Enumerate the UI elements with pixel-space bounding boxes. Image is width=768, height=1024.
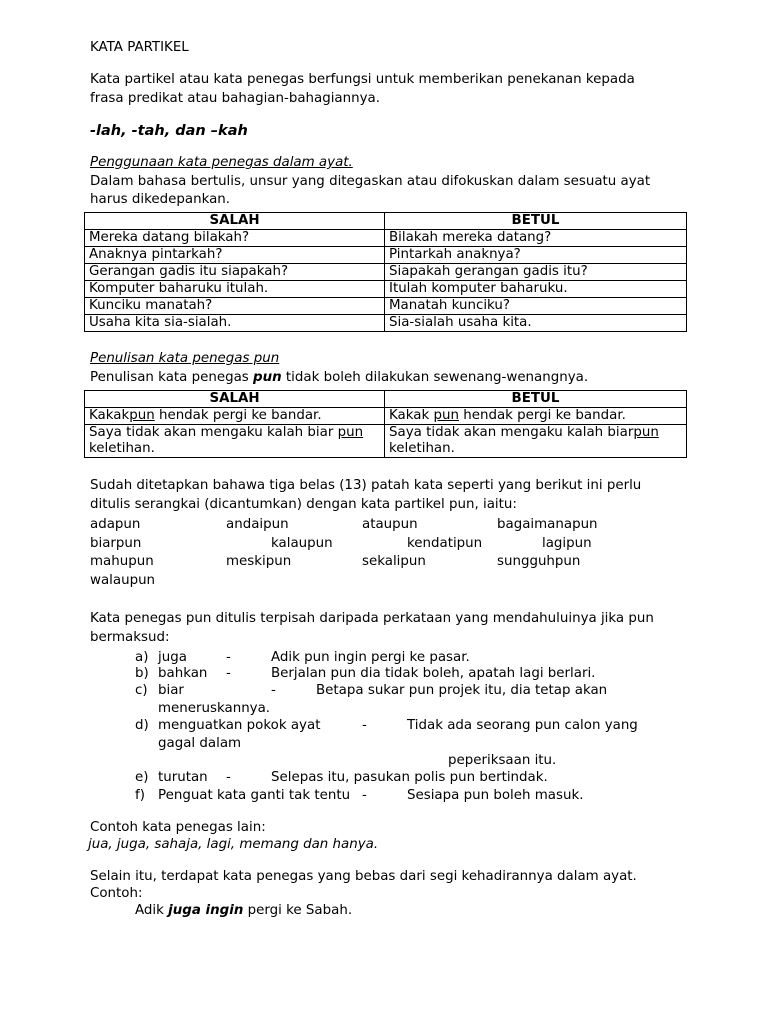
table-salah-betul-1 bbox=[84, 212, 687, 332]
word-item: biarpun bbox=[90, 536, 142, 551]
table-header-betul: BETUL bbox=[385, 391, 687, 408]
section1-line-1: Dalam bahasa bertulis, unsur yang ditegaskan atau difokuskan dalam sesuatu ayat bbox=[90, 174, 651, 189]
table-header-betul: BETUL bbox=[385, 213, 687, 230]
example-emphasis: juga ingin bbox=[168, 903, 244, 918]
section4-line-2: bermaksud: bbox=[90, 630, 170, 645]
table-header-row bbox=[85, 391, 687, 408]
intro-line-1: Kata partikel atau kata penegas berfungsi untuk memberikan penekanan kepada bbox=[90, 72, 635, 87]
list-marker: f) bbox=[135, 788, 145, 803]
section4-line-1: Kata penegas pun ditulis terpisah daripada perkataan yang mendahuluinya jika pun bbox=[90, 611, 654, 626]
list-example-cont: meneruskannya. bbox=[158, 701, 271, 716]
list-example: Betapa sukar pun projek itu, dia tetap akan bbox=[316, 683, 608, 698]
table-row bbox=[85, 425, 687, 458]
section5-list: jua, juga, sahaja, lagi, memang dan hanya. bbox=[88, 837, 379, 852]
table-row bbox=[85, 298, 687, 315]
section2-heading: Penulisan kata penegas pun bbox=[90, 351, 280, 366]
table-cell-betul: Siapakah gerangan gadis itu? bbox=[385, 264, 687, 281]
table-cell-betul: Bilakah mereka datang? bbox=[385, 230, 687, 247]
list-example: Sesiapa pun boleh masuk. bbox=[407, 788, 584, 803]
table-row bbox=[85, 315, 687, 332]
list-example: Selepas itu, pasukan polis pun bertindak. bbox=[271, 770, 548, 785]
list-term: turutan bbox=[158, 770, 208, 785]
list-dash: - bbox=[362, 788, 367, 803]
table-header-salah: SALAH bbox=[85, 391, 385, 408]
list-example-cont: gagal dalam bbox=[158, 736, 242, 751]
section1-line-2: harus dikedepankan. bbox=[90, 192, 231, 207]
table-cell-betul: Itulah komputer baharuku. bbox=[385, 281, 687, 298]
section5-heading: Contoh kata penegas lain: bbox=[90, 820, 266, 835]
table-cell-salah: Kunciku manatah? bbox=[85, 298, 385, 315]
list-dash: - bbox=[226, 666, 231, 681]
section3-line-2: ditulis serangkai (dicantumkan) dengan kata partikel pun, iaitu: bbox=[90, 497, 517, 512]
word-item: bagaimanapun bbox=[497, 517, 598, 532]
table-cell-betul: Sia-sialah usaha kita. bbox=[385, 315, 687, 332]
table-salah-betul-2 bbox=[84, 390, 687, 458]
word-item: kendatipun bbox=[407, 536, 483, 551]
list-example-cont: peperiksaan itu. bbox=[448, 753, 557, 768]
list-dash: - bbox=[226, 770, 231, 785]
section3-line-1: Sudah ditetapkan bahawa tiga belas (13) patah kata seperti yang berikut ini perlu bbox=[90, 478, 642, 493]
pun-emphasis: pun bbox=[253, 370, 282, 385]
particles-heading: -lah, -tah, dan –kah bbox=[90, 123, 248, 139]
page-title: KATA PARTIKEL bbox=[90, 40, 189, 55]
table-row bbox=[85, 247, 687, 264]
section6-line-2: Contoh: bbox=[90, 886, 143, 901]
list-example: Tidak ada seorang pun calon yang bbox=[407, 718, 638, 733]
list-example: Berjalan pun dia tidak boleh, apatah lagi berlari. bbox=[271, 666, 596, 681]
list-dash: - bbox=[271, 683, 276, 698]
list-marker: c) bbox=[135, 683, 148, 698]
table-cell-salah: Saya tidak akan mengaku kalah biar pun keletihan. bbox=[85, 425, 385, 458]
section2-line: Penulisan kata penegas pun tidak boleh dilakukan sewenang-wenangnya. bbox=[90, 370, 589, 385]
list-term: Penguat kata ganti tak tentu bbox=[158, 788, 351, 803]
table-header-row bbox=[85, 213, 687, 230]
word-item: lagipun bbox=[542, 536, 592, 551]
list-marker: e) bbox=[135, 770, 149, 785]
table-cell-salah: Anaknya pintarkah? bbox=[85, 247, 385, 264]
word-item: sungguhpun bbox=[497, 554, 581, 569]
table-cell-salah: Gerangan gadis itu siapakah? bbox=[85, 264, 385, 281]
intro-line-2: frasa predikat atau bahagian-bahagiannya. bbox=[90, 91, 380, 106]
list-marker: d) bbox=[135, 718, 149, 733]
list-term: biar bbox=[158, 683, 184, 698]
table-cell-betul: Kakak pun hendak pergi ke bandar. bbox=[385, 408, 687, 425]
table-cell-betul: Pintarkah anaknya? bbox=[385, 247, 687, 264]
list-term: bahkan bbox=[158, 666, 208, 681]
word-item: meskipun bbox=[226, 554, 292, 569]
section1-heading: Penggunaan kata penegas dalam ayat. bbox=[90, 155, 353, 170]
table-row bbox=[85, 281, 687, 298]
table-cell-salah: Komputer baharuku itulah. bbox=[85, 281, 385, 298]
table-cell-betul: Manatah kunciku? bbox=[385, 298, 687, 315]
list-dash: - bbox=[362, 718, 367, 733]
word-item: sekalipun bbox=[362, 554, 426, 569]
table-cell-salah: Kakakpun hendak pergi ke bandar. bbox=[85, 408, 385, 425]
table-row bbox=[85, 230, 687, 247]
word-item: ataupun bbox=[362, 517, 418, 532]
word-item: kalaupun bbox=[271, 536, 333, 551]
word-item: mahupun bbox=[90, 554, 154, 569]
table-row bbox=[85, 408, 687, 425]
list-marker: a) bbox=[135, 650, 149, 665]
table-cell-betul: Saya tidak akan mengaku kalah biarpun keletihan. bbox=[385, 425, 687, 458]
section6-example: Adik juga ingin pergi ke Sabah. bbox=[135, 903, 353, 918]
section6-line-1: Selain itu, terdapat kata penegas yang bebas dari segi kehadirannya dalam ayat. bbox=[90, 869, 637, 884]
list-term: menguatkan pokok ayat bbox=[158, 718, 321, 733]
list-example: Adik pun ingin pergi ke pasar. bbox=[271, 650, 470, 665]
list-dash: - bbox=[226, 650, 231, 665]
word-item: walaupun bbox=[90, 573, 156, 588]
word-item: adapun bbox=[90, 517, 141, 532]
table-header-salah: SALAH bbox=[85, 213, 385, 230]
table-row bbox=[85, 264, 687, 281]
table-cell-salah: Mereka datang bilakah? bbox=[85, 230, 385, 247]
list-marker: b) bbox=[135, 666, 149, 681]
table-cell-salah: Usaha kita sia-sialah. bbox=[85, 315, 385, 332]
word-item: andaipun bbox=[226, 517, 289, 532]
list-term: juga bbox=[158, 650, 187, 665]
